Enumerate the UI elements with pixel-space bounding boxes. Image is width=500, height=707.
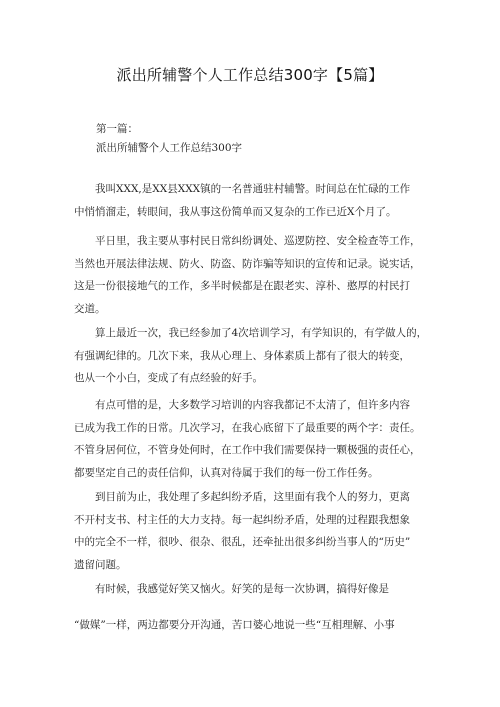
- paragraph-line: “做媒”一样，两边都要分开沟通，苦口婆心地说一些“互相理解、小事: [74, 619, 395, 631]
- paragraph-line: 到目前为止，我处理了多起纠纷矛盾，这里面有我个人的努力，更离: [95, 491, 410, 503]
- section-label: 第一篇：: [96, 123, 138, 135]
- paragraph-line: 也从一个小白，变成了有点经验的好手。: [74, 372, 263, 384]
- paragraph-6: [74, 577, 434, 637]
- paragraph-line: 已成为我工作的日常。几次学习，在我心底留下了最重要的两个字：责任。: [74, 421, 421, 434]
- paragraph-line: 平日里，我主要从事村民日常纠纷调处、巡逻防控、安全检查等工作，: [95, 235, 421, 247]
- paragraph-line: 中的完全不一样，很吵、很杂、很乱，还牵扯出很多纠纷当事人的“历史”: [74, 536, 411, 548]
- paragraph-3: [74, 322, 434, 390]
- paragraph-4: [74, 394, 434, 484]
- paragraph-line: 我叫XXX,是XX县XXX镇的一名普通驻村辅警。时间总在忙碌的工作: [95, 183, 411, 195]
- paragraph-5: [74, 486, 434, 576]
- paragraph-line: 有时候，我感觉好笑又恼火。好笑的是每一次协调，搞得好像是: [95, 583, 389, 595]
- paragraph-line: 不管身居何位，不管身处何时，在工作中我们需要保持一颗极强的责任心，: [74, 444, 421, 456]
- paragraph-line: 交道。: [74, 302, 106, 315]
- paragraph-line: 中悄悄溜走，转眼间，我从事这份简单而又复杂的工作已近X个月了。: [74, 205, 397, 218]
- document-title: 派出所辅警个人工作总结300字【5篇】: [116, 66, 384, 84]
- paragraph-line: 都要坚定自己的责任信仰，认真对待属于我们的每一份工作任务。: [74, 466, 379, 479]
- paragraph-line: 有强调纪律的。几次下来，我从心理上、身体素质上都有了很大的转变，: [74, 349, 410, 362]
- paragraph-line: 这是一份很接地气的工作，多半时候都是在跟老实、淳朴、憨厚的村民打: [74, 280, 410, 292]
- paragraph-line: 遗留问题。: [74, 558, 127, 571]
- paragraph-1: [74, 178, 434, 223]
- paragraph-2: [74, 230, 434, 320]
- paragraph-line: 算上最近一次，我已经参加了4次培训学习，有学知识的，有学做人的，: [95, 327, 428, 339]
- paragraph-line: 当然也开展法律法规、防火、防盗、防诈骗等知识的宣传和记录。说实话，: [74, 257, 421, 270]
- paragraph-line: 有点可惜的是，大多数学习培训的内容我都记不太清了，但许多内容: [95, 399, 410, 411]
- paragraph-line: 不开村支书、村主任的大力支持。每一起纠纷矛盾，处理的过程跟我想象: [74, 513, 410, 526]
- section-title: 派出所辅警个人工作总结300字: [96, 142, 243, 154]
